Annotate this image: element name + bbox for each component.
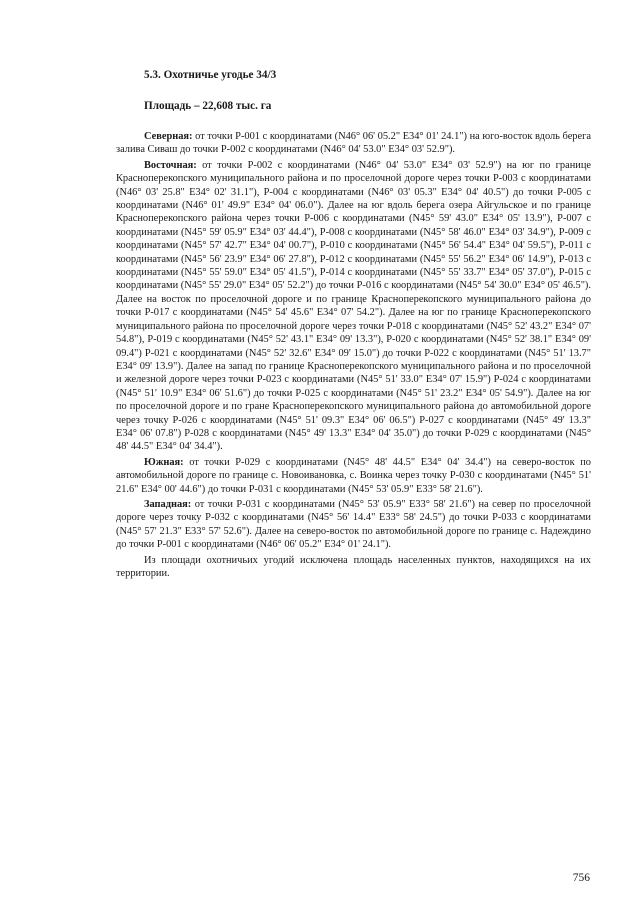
- area-line: Площадь – 22,608 тыс. га: [144, 100, 272, 112]
- paragraph-south: [116, 456, 591, 496]
- paragraph-south-text: от точки Р-029 с координатами (N45° 48' 44.5" E34° 04' 34.4") на северо-восток по автомобильной дороге по границе с. Новоивановка, с. Воинка через точку Р-030 с координатами (N45° 51' 21.6" E34° 00' 44.6") до точки Р-031 с координатами (N45° 53' 05.9" E33° 58' 21.6").: [116, 456, 591, 495]
- direction-label-south: Южная:: [144, 456, 184, 468]
- page-number: 756: [572, 872, 590, 884]
- paragraph-west-text: от точки Р-031 с координатами (N45° 53' 05.9" E33° 58' 21.6") на север по проселочной дороге через точку Р-032 с координатами (N45° 56' 14.4" E33° 58' 24.5") до точки Р-033 с координатами (N45° 57' 21.3" E33° 57' 52.6"). Далее на северо-восток по автомобильной дороге по границе с. Надеждино до точки Р-001 с координатами (N46° 06' 05.2" E34° 01' 24.1").: [116, 498, 591, 551]
- section-heading: 5.3. Охотничье угодье 34/3: [144, 69, 277, 81]
- document-body: [116, 68, 591, 580]
- paragraph-north-text: от точки Р-001 с координатами (N46° 06' 05.2" E34° 01' 24.1") на юго-восток вдоль берега залива Сиваш до точки Р-002 с координатами (N46° 04' 53.0" E34° 03' 52.9").: [116, 131, 591, 156]
- paragraph-note: Из площади охотничьих угодий исключена площадь населенных пунктов, находящихся на их территории.: [116, 554, 591, 579]
- direction-label-west: Западная:: [144, 498, 192, 510]
- direction-label-north: Северная:: [144, 131, 193, 142]
- paragraph-west: [116, 498, 591, 552]
- paragraph-east: [116, 159, 591, 454]
- direction-label-east: Восточная:: [144, 159, 197, 171]
- paragraph-east-text: от точки Р-002 с координатами (N46° 04' 53.0" E34° 03' 52.9") на юг по границе Красноперекопского муниципального района и по проселочной дороге через точки Р-003 с координатами (N46° 03' 25.8" E34° 02' 31.1"), Р-004 с координатами (N46° 03' 05.3" E34° 04' 40.5") до точки Р-005 с координатами (N46° 01' 49.9" E34° 04' 06.0"). Далее на юг вдоль берега озера Айгульское и по границе Красноперекопского района через точки Р-006 с координатами (N45° 59' 43.0" E34° 05' 13.9"), Р-007 с координатами (N45° 59' 05.9" E34° 03' 44.4"), Р-008 с координатами (N45° 58' 46.0" E34° 03' 34.9"), Р-009 с координатами (N45° 57' 42.7" E34° 04' 00.7"), Р-010 с координатами (N45° 56' 54.4" E34° 04' 59.5"), Р-011 с координатами (N45° 56' 23.9" E34° 06' 27.8"), Р-012 с координатами (N45° 55' 56.2" E34° 06' 14.9"), Р-013 с координатами (N45° 55' 59.0" E34° 05' 41.5"), Р-014 с координатами (N45° 55' 33.7" E34° 05' 37.0"), Р-015 с координатами (N45° 55' 29.0" E34° 05' 52.2") до точки Р-016 с координатами (N45° 54' 30.0" E34° 05' 46.5"). Далее на восток по проселочной дороге и по границе Красноперекопского муниципального района до точки Р-017 с координатами (N45° 54' 45.6" E34° 07' 54.2"). Далее на юг по границе Красноперекопского муниципального района по проселочной дороге через точки Р-018 с координатами (N45° 52' 43.2" E34° 07' 54.8"), Р-019 с координатами (N45° 52' 43.1" E34° 09' 13.3"), Р-020 с координатами (N45° 52' 38.1" E34° 09' 09.4") Р-021 с координатами (N45° 52' 32.6" E34° 09' 15.0") до точки Р-022 с координатами (N45° 51' 13.7" E34° 09' 13.9"). Далее на запад по границе Красноперекопского муниципального района и по проселочной и железной дороге через точки Р-023 с координатами (N45° 51' 33.0" E34° 07' 15.9") Р-024 с координатами (N45° 51' 10.9" E34° 06' 51.6") до точки Р-025 с координатами (N45° 51' 23.2" E34° 05' 54.9"). Далее на юг по проселочной дороге и по гране Красноперекопского муниципального района до автомобильной дороге через точку Р-026 с координатами (N45° 51' 09.3" E34° 06' 06.5") Р-027 с координатами (N45° 49' 13.3" E34° 06' 07.8") Р-028 с координатами (N45° 49' 13.3" E34° 04' 35.0") до точки Р-029 с координатами (N45° 48' 44.5" E34° 04' 34.4").: [116, 159, 591, 453]
- paragraph-north: [116, 130, 591, 157]
